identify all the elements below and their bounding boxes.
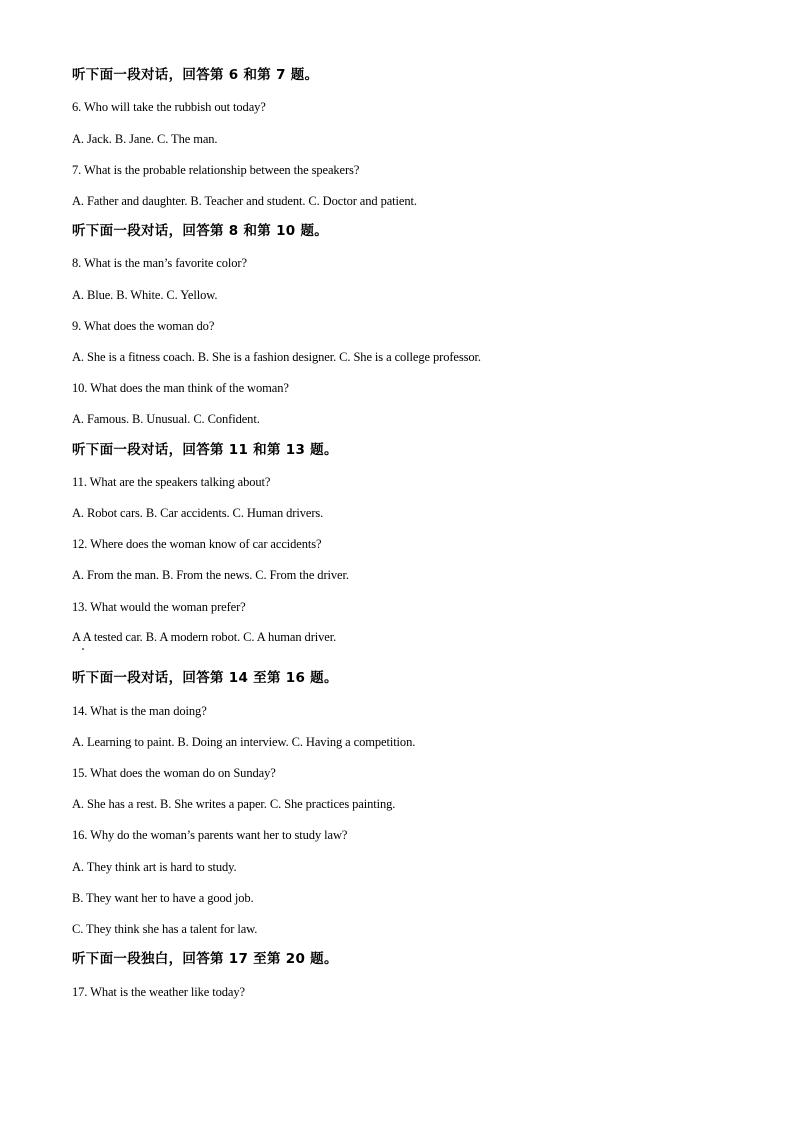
question-6: 6. Who will take the rubbish out today? xyxy=(72,100,266,114)
option-16-b: B. They want her to have a good job. xyxy=(72,891,254,905)
question-9: 9. What does the woman do? xyxy=(72,319,215,333)
question-8: 8. What is the man’s favorite color? xyxy=(72,256,247,270)
section-heading-8-10: 听下面一段对话，回答第 8 和第 10 题。 xyxy=(72,223,329,239)
stray-mark xyxy=(82,648,84,650)
options-7: A. Father and daughter. B. Teacher and student. C. Doctor and patient. xyxy=(72,194,417,208)
question-13: 13. What would the woman prefer? xyxy=(72,600,246,614)
options-8: A. Blue. B. White. C. Yellow. xyxy=(72,288,218,302)
options-9: A. She is a fitness coach. B. She is a fashion designer. C. She is a college professor. xyxy=(72,350,481,364)
question-7: 7. What is the probable relationship between the speakers? xyxy=(72,163,360,177)
section-heading-11-13: 听下面一段对话，回答第 11 和第 13 题。 xyxy=(72,442,338,458)
options-12: A. From the man. B. From the news. C. From the driver. xyxy=(72,568,349,582)
question-12: 12. Where does the woman know of car accidents? xyxy=(72,537,322,551)
question-17: 17. What is the weather like today? xyxy=(72,985,245,999)
question-14: 14. What is the man doing? xyxy=(72,704,207,718)
section-heading-14-16: 听下面一段对话，回答第 14 至第 16 题。 xyxy=(72,670,338,686)
question-11: 11. What are the speakers talking about? xyxy=(72,475,271,489)
section-heading-6-7: 听下面一段对话，回答第 6 和第 7 题。 xyxy=(72,67,319,83)
section-heading-17-20: 听下面一段独白，回答第 17 至第 20 题。 xyxy=(72,951,338,967)
options-10: A. Famous. B. Unusual. C. Confident. xyxy=(72,412,260,426)
options-15: A. She has a rest. B. She writes a paper. C. She practices painting. xyxy=(72,797,396,811)
question-15: 15. What does the woman do on Sunday? xyxy=(72,766,276,780)
options-6: A. Jack. B. Jane. C. The man. xyxy=(72,132,218,146)
options-13: A A tested car. B. A modern robot. C. A human driver. xyxy=(72,630,337,644)
option-16-a: A. They think art is hard to study. xyxy=(72,860,237,874)
question-10: 10. What does the man think of the woman? xyxy=(72,381,289,395)
option-16-c: C. They think she has a talent for law. xyxy=(72,922,258,936)
options-11: A. Robot cars. B. Car accidents. C. Human drivers. xyxy=(72,506,324,520)
question-16: 16. Why do the woman’s parents want her to study law? xyxy=(72,828,348,842)
options-14: A. Learning to paint. B. Doing an interview. C. Having a competition. xyxy=(72,735,416,749)
